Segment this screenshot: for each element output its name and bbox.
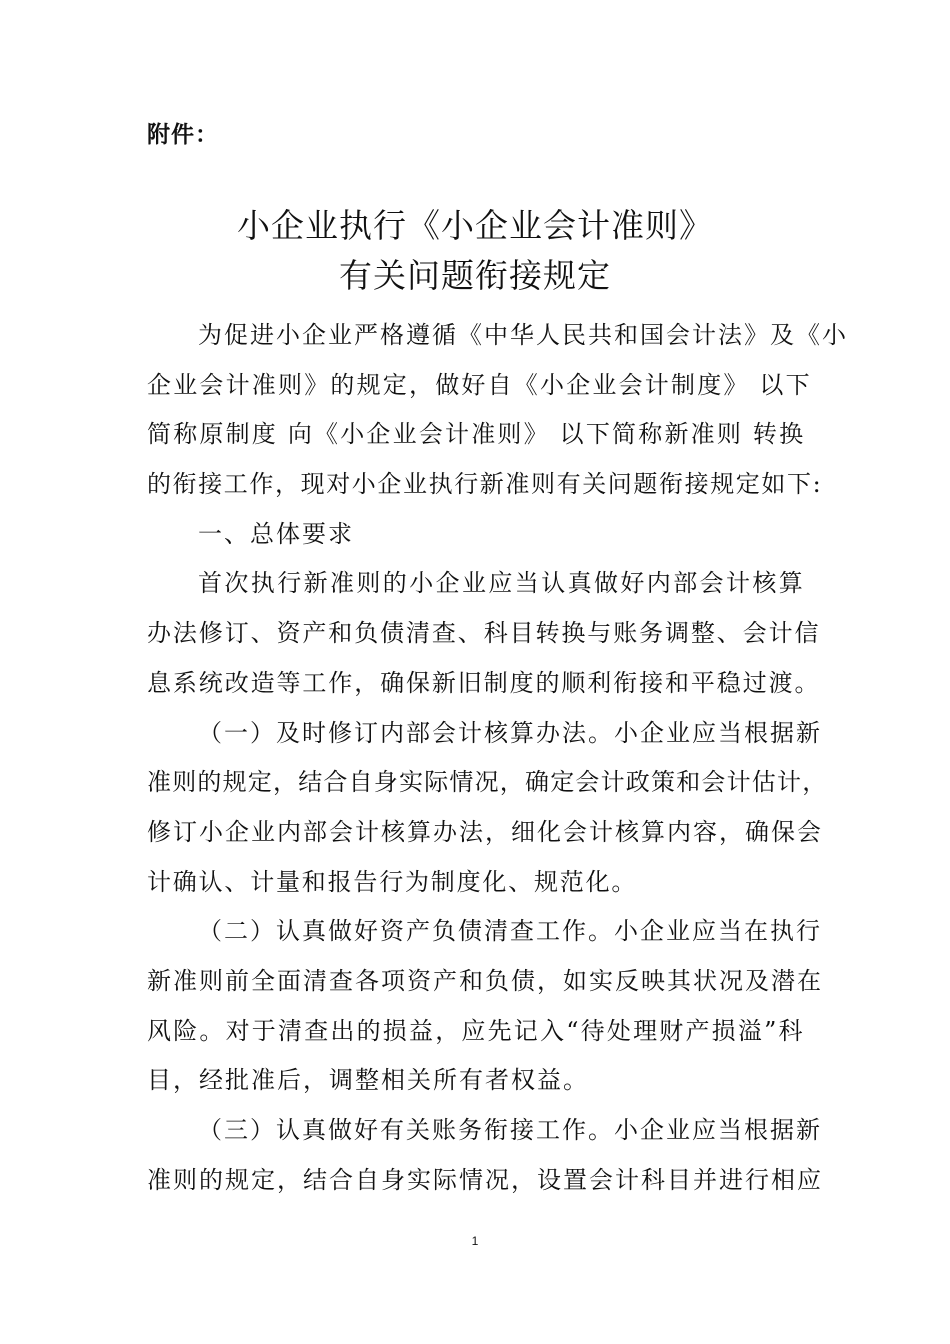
paragraph-intro-line-3: 简称原制度 向《小企业会计准则》 以下简称新准则 转换 <box>147 420 806 448</box>
document-title-line-2: 有关问题衔接规定 <box>339 256 611 295</box>
document-title-line-1: 小企业执行《小企业会计准则》 <box>237 206 713 245</box>
paragraph-item-1-line-2: 准则的规定，结合自身实际情况，确定会计政策和会计估计， <box>147 768 828 796</box>
paragraph-intro-line-2: 企业会计准则》的规定，做好自《小企业会计制度》 以下 <box>147 371 812 399</box>
paragraph-item-2-line-2: 新准则前全面清查各项资产和负债，如实反映其状况及潜在 <box>147 967 823 995</box>
section-heading-general-requirements: 一、总体要求 <box>198 520 354 548</box>
paragraph-item-2-line-1: （二）认真做好资产负债清查工作。小企业应当在执行 <box>198 917 822 945</box>
paragraph-general-line-2: 办法修订、资产和负债清查、科目转换与账务调整、会计信 <box>147 619 821 647</box>
page-number: 1 <box>471 1234 479 1248</box>
paragraph-item-1-line-4: 计确认、计量和报告行为制度化、规范化。 <box>147 868 638 896</box>
paragraph-item-3-line-2: 准则的规定，结合自身实际情况，设置会计科目并进行相应 <box>147 1166 823 1194</box>
paragraph-intro-line-1: 为促进小企业严格遵循《中华人民共和国会计法》及《小 <box>198 321 848 349</box>
paragraph-item-1-line-3: 修订小企业内部会计核算办法，细化会计核算内容，确保会 <box>147 818 823 846</box>
paragraph-item-2-line-4: 目，经批准后，调整相关所有者权益。 <box>147 1066 589 1094</box>
paragraph-general-line-1: 首次执行新准则的小企业应当认真做好内部会计核算 <box>198 569 806 597</box>
paragraph-general-line-3: 息系统改造等工作，确保新旧制度的顺利衔接和平稳过渡。 <box>147 669 821 697</box>
paragraph-item-1-line-1: （一）及时修订内部会计核算办法。小企业应当根据新 <box>198 719 822 747</box>
paragraph-intro-line-4: 的衔接工作，现对小企业执行新准则有关问题衔接规定如下: <box>147 470 823 498</box>
paragraph-item-2-line-3: 风险。对于清查出的损益，应先记入“待处理财产损溢”科 <box>147 1017 805 1045</box>
attachment-label: 附件： <box>147 122 219 148</box>
paragraph-item-3-line-1: （三）认真做好有关账务衔接工作。小企业应当根据新 <box>198 1116 822 1144</box>
